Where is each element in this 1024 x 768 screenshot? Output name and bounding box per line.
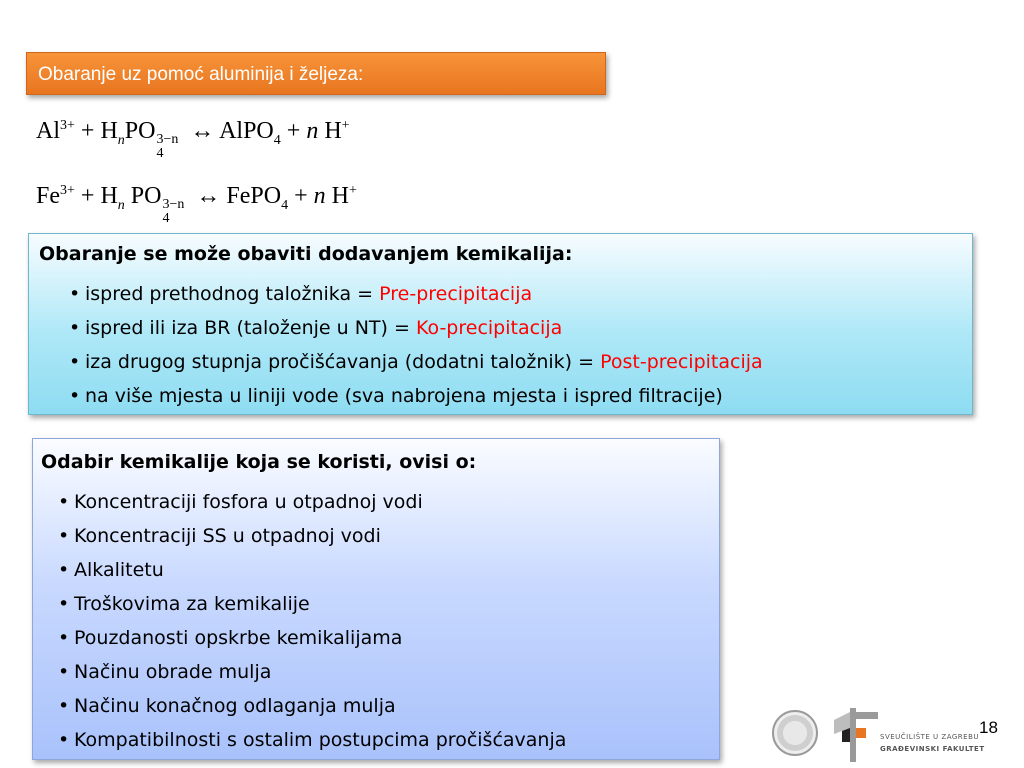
eq1-charge: 3+ (60, 118, 75, 133)
box2-heading: Odabir kemikalije koja se koristi, ovisi o: (41, 451, 477, 473)
eq2-hydrogen-charge: + (348, 183, 357, 198)
eq2-plus: + (80, 183, 95, 209)
list-item (58, 519, 566, 553)
list-item (58, 723, 566, 757)
list-item-text: Koncentraciji fosfora u otpadnoj vodi (74, 491, 423, 513)
list-item (58, 621, 566, 655)
list-item-text: Koncentraciji SS u otpadnoj vodi (74, 525, 381, 547)
faculty-logo (828, 708, 878, 762)
eq2-hydrogen-ion: H (331, 183, 349, 209)
eq1-plus2: + (286, 118, 301, 144)
eq1-n: n (306, 118, 319, 144)
eq1-phosphate-sub: 4 (156, 146, 164, 161)
eq1-phosphate-charge: 3−n (156, 132, 179, 147)
list-item (69, 311, 763, 345)
eq1-phosphate: PO (124, 118, 156, 144)
list-item (69, 277, 763, 311)
list-item (69, 379, 763, 413)
eq2-metal: Fe (36, 183, 60, 209)
bullet: • (69, 385, 81, 407)
list-item-text: iza drugog stupnja pročišćavanja (dodatni taložnik) = (85, 351, 601, 373)
list-item-text: Alkalitetu (74, 559, 164, 581)
eq1-product-sub: 4 (273, 132, 281, 148)
eq1-hydrogen: H (100, 118, 118, 144)
list-item (58, 655, 566, 689)
eq1-product: AlPO (219, 118, 274, 144)
box2-list (58, 485, 566, 757)
list-item (69, 345, 763, 379)
slide-title: Obaranje uz pomoć aluminija i željeza: (26, 52, 606, 95)
eq2-hydrogen: H (100, 183, 118, 209)
bullet: • (69, 317, 81, 339)
list-item-text: Kompatibilnosti s ostalim postupcima pročišćavanja (74, 729, 567, 751)
eq1-metal: Al (36, 118, 60, 144)
list-item-text: na više mjesta u liniji vode (sva nabrojena mjesta i ispred filtracije) (85, 385, 723, 407)
eq2-plus2: + (294, 183, 308, 209)
equation-iron (36, 183, 357, 226)
bullet: • (58, 627, 70, 649)
eq2-n: n (313, 183, 326, 209)
bullet: • (58, 525, 70, 547)
eq2-arrow: ↔ (196, 183, 221, 209)
logo-line-university: SVEUČILIŠTE U ZAGREBU (880, 733, 980, 741)
list-item (58, 485, 566, 519)
chemical-selection-box (32, 438, 720, 760)
precipitation-points-box (28, 233, 973, 415)
eq1-plus: + (80, 118, 95, 144)
list-item-highlight: Post-precipitacija (600, 351, 763, 373)
faculty-logo-text (880, 731, 985, 755)
eq1-hydrogen-ion: H (324, 118, 342, 144)
box1-heading: Obaranje se može obaviti dodavanjem kemikalija: (39, 243, 573, 265)
bullet: • (58, 729, 70, 751)
list-item-text: Troškovima za kemikalije (74, 593, 310, 615)
eq1-phosphate-indices (156, 133, 178, 161)
bullet: • (69, 351, 81, 373)
list-item-text: ispred ili iza BR (taloženje u NT) = (85, 317, 416, 339)
list-item-text: Načinu konačnog odlaganja mulja (74, 695, 396, 717)
bullet: • (69, 283, 81, 305)
eq2-product: FePO (226, 183, 282, 209)
page-number: 18 (979, 718, 998, 737)
bullet: • (58, 661, 70, 683)
eq2-phosphate-charge: 3−n (162, 197, 185, 212)
list-item-text: ispred prethodnog taložnika = (85, 283, 380, 305)
university-seal-logo (772, 710, 818, 756)
list-item (58, 587, 566, 621)
list-item (58, 689, 566, 723)
list-item (58, 553, 566, 587)
eq2-phosphate-indices (162, 198, 184, 226)
logo-line-faculty: GRAĐEVINSKI FAKULTET (880, 745, 985, 753)
eq2-n-sub: n (117, 197, 125, 213)
equation-aluminium (36, 118, 350, 161)
bullet: • (58, 559, 70, 581)
eq1-n-sub: n (117, 132, 125, 148)
eq2-phosphate: PO (130, 183, 162, 209)
list-item-text: Pouzdanosti opskrbe kemikalijama (74, 627, 403, 649)
bullet: • (58, 593, 70, 615)
eq1-hydrogen-charge: + (341, 118, 350, 133)
bullet: • (58, 695, 70, 717)
bullet: • (58, 491, 70, 513)
eq1-arrow: ↔ (190, 118, 215, 144)
eq2-phosphate-sub: 4 (162, 211, 170, 226)
list-item-highlight: Pre-precipitacija (379, 283, 533, 305)
list-item-text: Načinu obrade mulja (74, 661, 272, 683)
eq2-product-sub: 4 (281, 197, 289, 213)
list-item-highlight: Ko-precipitacija (415, 317, 563, 339)
eq2-charge: 3+ (60, 183, 75, 198)
box1-list (69, 277, 763, 413)
